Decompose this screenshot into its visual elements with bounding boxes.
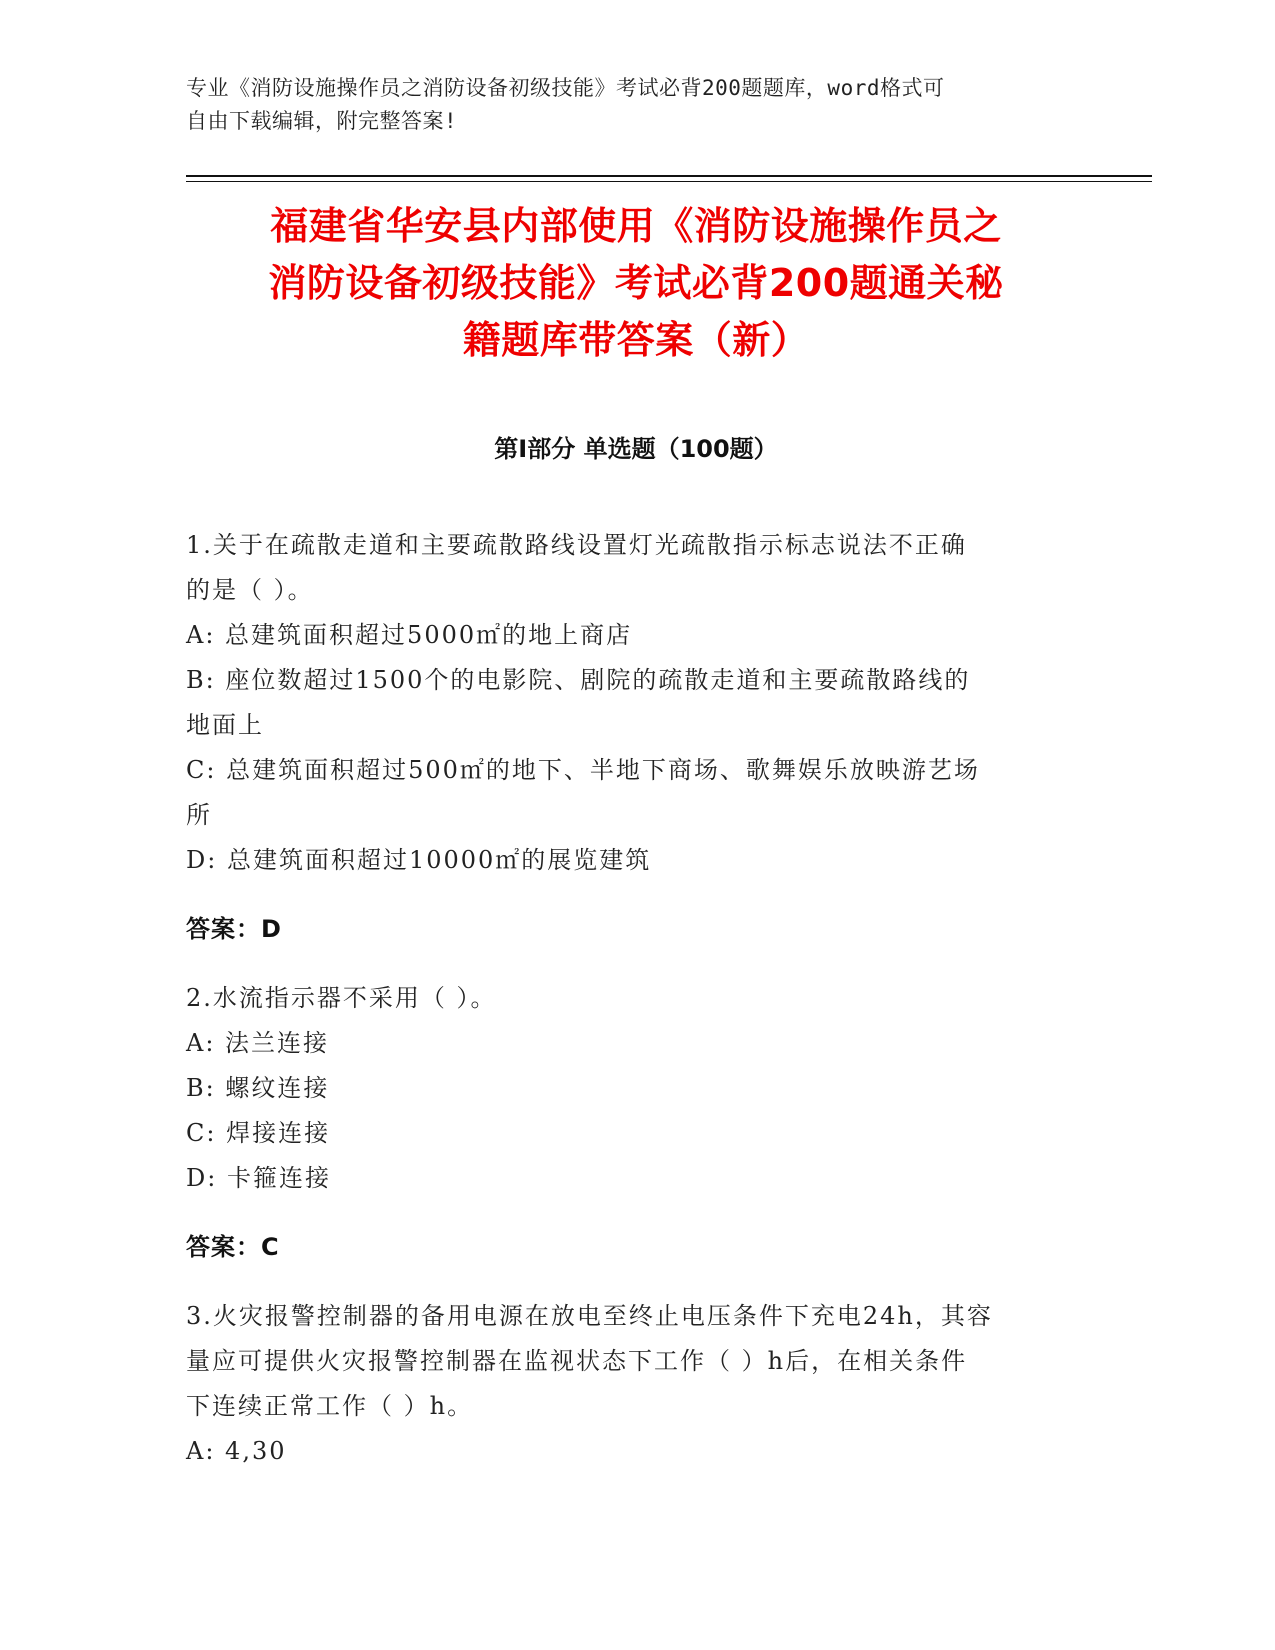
question-3 xyxy=(186,1294,1066,1474)
question-stem: 3.火灾报警控制器的备用电源在放电至终止电压条件下充电24h，其容 xyxy=(186,1302,993,1330)
option-c: C: 总建筑面积超过500㎡的地下、半地下商场、歌舞娱乐放映游艺场 xyxy=(186,756,980,784)
header-divider-thin xyxy=(186,181,1152,182)
question-stem: 2.水流指示器不采用（ ）。 xyxy=(186,984,497,1012)
question-stem: 1.关于在疏散走道和主要疏散路线设置灯光疏散指示标志说法不正确 xyxy=(186,531,967,559)
question-stem: 的是（ ）。 xyxy=(186,576,314,604)
header-note xyxy=(186,72,1086,138)
option-b: B: 螺纹连接 xyxy=(186,1074,330,1102)
document-title xyxy=(186,198,1086,369)
option-c-continued: 所 xyxy=(186,801,212,829)
header-divider xyxy=(186,175,1152,177)
document-title-line: 福建省华安县内部使用《消防设施操作员之 xyxy=(270,204,1002,248)
answer: 答案：C xyxy=(186,1233,280,1261)
option-d: D: 总建筑面积超过10000㎡的展览建筑 xyxy=(186,846,652,874)
question-stem: 量应可提供火灾报警控制器在监视状态下工作（ ）h后，在相关条件 xyxy=(186,1347,968,1375)
header-note-line: 自由下载编辑，附完整答案! xyxy=(186,109,458,133)
option-a: A: 法兰连接 xyxy=(186,1029,330,1057)
question-2 xyxy=(186,976,1066,1294)
option-b-continued: 地面上 xyxy=(186,711,264,739)
header-note-line: 专业《消防设施操作员之消防设备初级技能》考试必背200题题库，word格式可 xyxy=(186,76,945,100)
question-1 xyxy=(186,523,1066,976)
option-a: A: 总建筑面积超过5000㎡的地上商店 xyxy=(186,621,633,649)
document-title-line: 消防设备初级技能》考试必背200题通关秘 xyxy=(268,261,1004,305)
option-a: A: 4,30 xyxy=(186,1437,287,1465)
option-d: D: 卡箍连接 xyxy=(186,1164,331,1192)
document-title-line: 籍题库带答案（新） xyxy=(462,318,810,362)
question-stem: 下连续正常工作（ ）h。 xyxy=(186,1392,474,1420)
option-c: C: 焊接连接 xyxy=(186,1119,331,1147)
answer: 答案：D xyxy=(186,915,282,943)
section-title: 第I部分 单选题（100题） xyxy=(494,435,778,463)
option-b: B: 座位数超过1500个的电影院、剧院的疏散走道和主要疏散路线的 xyxy=(186,666,971,694)
